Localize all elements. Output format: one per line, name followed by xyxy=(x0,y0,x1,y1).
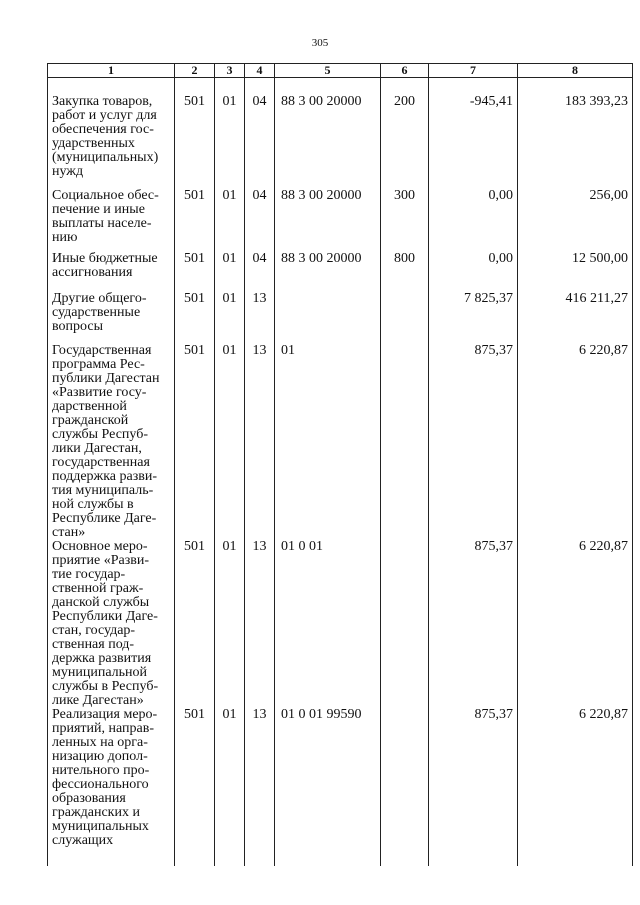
cell-subsection: 13 xyxy=(245,344,275,540)
column-header-7: 7 xyxy=(429,64,518,78)
cell-section: 01 xyxy=(215,708,245,866)
cell-amount-total: 6 220,87 xyxy=(518,708,633,866)
cell-subsection: 04 xyxy=(245,78,275,189)
cell-target-article xyxy=(275,292,381,344)
cell-amount-change: 0,00 xyxy=(429,252,518,292)
row-name: Закупка товаров, работ и услуг для обеспечения гос- ударственных (муниципальных) нужд xyxy=(48,78,175,189)
cell-amount-total: 416 211,27 xyxy=(518,292,633,344)
cell-amount-total: 6 220,87 xyxy=(518,344,633,540)
cell-section: 01 xyxy=(215,189,245,252)
cell-target-article: 01 xyxy=(275,344,381,540)
row-name: Социальное обес- печение и иные выплаты населе- нию xyxy=(48,189,175,252)
cell-subsection: 13 xyxy=(245,292,275,344)
cell-expense-type xyxy=(381,292,429,344)
row-name: Другие общего- сударственные вопросы xyxy=(48,292,175,344)
cell-expense-type xyxy=(381,344,429,540)
column-header-1: 1 xyxy=(48,64,175,78)
cell-section: 01 xyxy=(215,78,245,189)
row-name: Государственная программа Рес- публики Дагестан «Развитие госу- дарственной гражданской службы Респуб- лики Дагестан, государственная поддержка разви- тия муниципаль- ной службы в Республике Даге- стан» xyxy=(48,344,175,540)
cell-target-article: 01 0 01 xyxy=(275,540,381,708)
cell-amount-total: 183 393,23 xyxy=(518,78,633,189)
cell-amount-total: 256,00 xyxy=(518,189,633,252)
cell-expense-type: 800 xyxy=(381,252,429,292)
cell-target-article: 88 3 00 20000 xyxy=(275,252,381,292)
cell-subsection: 04 xyxy=(245,252,275,292)
page-number: 305 xyxy=(311,37,329,49)
table-row xyxy=(48,292,633,344)
cell-target-article: 01 0 01 99590 xyxy=(275,708,381,866)
column-header-8: 8 xyxy=(518,64,633,78)
cell-amount-change: 875,37 xyxy=(429,344,518,540)
table-row xyxy=(48,189,633,252)
row-name: Иные бюджетные ассигнования xyxy=(48,252,175,292)
table-row xyxy=(48,344,633,540)
cell-ministry: 501 xyxy=(175,540,215,708)
cell-expense-type xyxy=(381,708,429,866)
column-header-4: 4 xyxy=(245,64,275,78)
row-name: Основное меро- приятие «Разви- тие государ- ственной граж- данской службы Республики Даге- стан, государ- ственная под- держка развития муниципальной службы в Респуб- лике Дагестан» xyxy=(48,540,175,708)
cell-expense-type xyxy=(381,540,429,708)
column-header-5: 5 xyxy=(275,64,381,78)
budget-table xyxy=(47,63,633,866)
cell-subsection: 13 xyxy=(245,540,275,708)
cell-subsection: 04 xyxy=(245,189,275,252)
column-header-6: 6 xyxy=(381,64,429,78)
cell-section: 01 xyxy=(215,252,245,292)
cell-ministry: 501 xyxy=(175,78,215,189)
row-name: Реализация меро- приятий, направ- ленных на орга- низацию допол- нительного про- фессионального образования гражданских и муниципальных служащих xyxy=(48,708,175,866)
cell-amount-total: 12 500,00 xyxy=(518,252,633,292)
cell-amount-change: 875,37 xyxy=(429,540,518,708)
cell-amount-change: -945,41 xyxy=(429,78,518,189)
cell-section: 01 xyxy=(215,292,245,344)
cell-subsection: 13 xyxy=(245,708,275,866)
column-header-2: 2 xyxy=(175,64,215,78)
cell-expense-type: 200 xyxy=(381,78,429,189)
cell-section: 01 xyxy=(215,540,245,708)
cell-ministry: 501 xyxy=(175,344,215,540)
table-row xyxy=(48,78,633,189)
cell-ministry: 501 xyxy=(175,252,215,292)
cell-ministry: 501 xyxy=(175,189,215,252)
cell-ministry: 501 xyxy=(175,292,215,344)
header-row xyxy=(48,64,633,78)
table-row xyxy=(48,252,633,292)
cell-amount-change: 7 825,37 xyxy=(429,292,518,344)
table-row xyxy=(48,708,633,866)
cell-amount-change: 0,00 xyxy=(429,189,518,252)
cell-amount-total: 6 220,87 xyxy=(518,540,633,708)
cell-target-article: 88 3 00 20000 xyxy=(275,189,381,252)
table-row xyxy=(48,540,633,708)
cell-section: 01 xyxy=(215,344,245,540)
cell-ministry: 501 xyxy=(175,708,215,866)
cell-target-article: 88 3 00 20000 xyxy=(275,78,381,189)
cell-amount-change: 875,37 xyxy=(429,708,518,866)
cell-expense-type: 300 xyxy=(381,189,429,252)
column-header-3: 3 xyxy=(215,64,245,78)
